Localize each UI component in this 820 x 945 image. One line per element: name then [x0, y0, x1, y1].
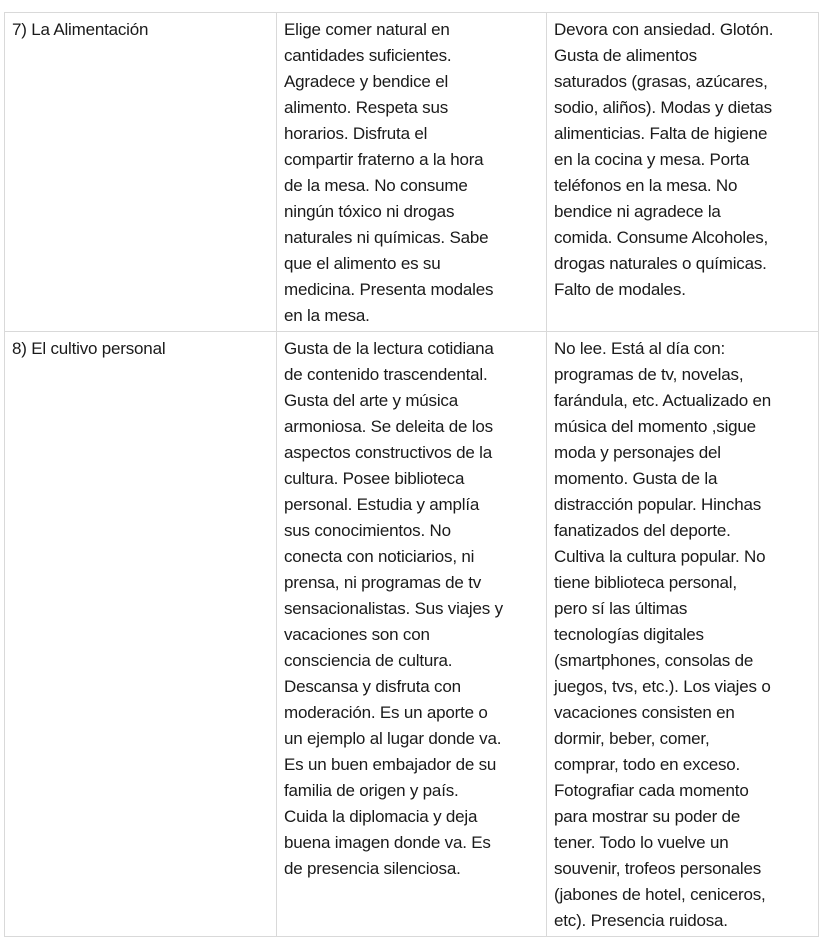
cell-text-line: medicina. Presenta modales: [284, 280, 494, 299]
cell-text-line: sodio, aliños). Modas y dietas: [554, 98, 772, 117]
positive-cell: [277, 13, 547, 332]
cell-text-line: Cuida la diplomacia y deja: [284, 807, 478, 826]
cell-text-line: programas de tv, novelas,: [554, 365, 744, 384]
topic-cell: [5, 332, 277, 937]
cell-text-line: pero sí las últimas: [554, 599, 688, 618]
cell-text-line: farándula, etc. Actualizado en: [554, 391, 772, 410]
cell-text-line: distracción popular. Hinchas: [554, 495, 762, 514]
cell-text-line: Gusta de alimentos: [554, 46, 697, 65]
cell-text-line: de presencia silenciosa.: [284, 859, 461, 878]
positive-cell: [277, 332, 547, 937]
cell-text-line: Agradece y bendice el: [284, 72, 449, 91]
cell-text-line: de contenido trascendental.: [284, 365, 488, 384]
cell-text-line: Devora con ansiedad. Glotón.: [554, 20, 774, 39]
cell-text-line: Es un buen embajador de su: [284, 755, 497, 774]
table-row: [5, 13, 819, 332]
cell-text-line: Falto de modales.: [554, 280, 686, 299]
topic-label: 8) El cultivo personal: [12, 339, 166, 358]
cell-text-line: dormir, beber, comer,: [554, 729, 710, 748]
cell-text-line: vacaciones son con: [284, 625, 430, 644]
cell-text-line: horarios. Disfruta el: [284, 124, 428, 143]
cell-text-line: sus conocimientos. No: [284, 521, 451, 540]
cell-text-line: tiene biblioteca personal,: [554, 573, 737, 592]
cell-text-line: personal. Estudia y amplía: [284, 495, 480, 514]
cell-text-line: armoniosa. Se deleita de los: [284, 417, 493, 436]
negative-cell: [547, 332, 819, 937]
cell-text-line: familia de origen y país.: [284, 781, 459, 800]
topic-label: 7) La Alimentación: [12, 20, 149, 39]
negative-cell: [547, 13, 819, 332]
cell-text-line: conecta con noticiarios, ni: [284, 547, 475, 566]
cell-text-line: tecnologías digitales: [554, 625, 704, 644]
cell-text-line: alimenticias. Falta de higiene: [554, 124, 768, 143]
cell-text-line: compartir fraterno a la hora: [284, 150, 484, 169]
table-row: [5, 332, 819, 937]
cell-text-line: Gusta del arte y música: [284, 391, 458, 410]
cell-text-line: cantidades suficientes.: [284, 46, 452, 65]
cell-text-line: vacaciones consisten en: [554, 703, 735, 722]
cell-text-line: (jabones de hotel, ceniceros,: [554, 885, 766, 904]
cell-text-line: Fotografiar cada momento: [554, 781, 749, 800]
cell-text-line: Cultiva la cultura popular. No: [554, 547, 766, 566]
cell-text-line: en la cocina y mesa. Porta: [554, 150, 750, 169]
cell-text-line: teléfonos en la mesa. No: [554, 176, 738, 195]
cell-text-line: comida. Consume Alcoholes,: [554, 228, 769, 247]
cell-text-line: etc). Presencia ruidosa.: [554, 911, 728, 930]
cell-text-line: comprar, todo en exceso.: [554, 755, 741, 774]
cell-text-line: prensa, ni programas de tv: [284, 573, 482, 592]
cell-text-line: saturados (grasas, azúcares,: [554, 72, 768, 91]
cell-text-line: Gusta de la lectura cotidiana: [284, 339, 494, 358]
cell-text-line: ningún tóxico ni drogas: [284, 202, 455, 221]
cell-text-line: para mostrar su poder de: [554, 807, 741, 826]
cell-text-line: drogas naturales o químicas.: [554, 254, 767, 273]
cell-text-line: consciencia de cultura.: [284, 651, 453, 670]
cell-text-line: (smartphones, consolas de: [554, 651, 754, 670]
cell-text-line: Elige comer natural en: [284, 20, 450, 39]
cell-text-line: moda y personajes del: [554, 443, 721, 462]
cell-text-line: Descansa y disfruta con: [284, 677, 461, 696]
cell-text-line: momento. Gusta de la: [554, 469, 718, 488]
cell-text-line: música del momento ,sigue: [554, 417, 756, 436]
cell-text-line: tener. Todo lo vuelve un: [554, 833, 729, 852]
cell-text-line: moderación. Es un aporte o: [284, 703, 488, 722]
comparison-table: [4, 12, 819, 937]
cell-text-line: souvenir, trofeos personales: [554, 859, 762, 878]
cell-text-line: sensacionalistas. Sus viajes y: [284, 599, 503, 618]
cell-text-line: en la mesa.: [284, 306, 370, 325]
cell-text-line: que el alimento es su: [284, 254, 441, 273]
cell-text-line: buena imagen donde va. Es: [284, 833, 491, 852]
cell-text-line: fanatizados del deporte.: [554, 521, 731, 540]
cell-text-line: alimento. Respeta sus: [284, 98, 448, 117]
cell-text-line: un ejemplo al lugar donde va.: [284, 729, 502, 748]
topic-cell: [5, 13, 277, 332]
cell-text-line: de la mesa. No consume: [284, 176, 468, 195]
cell-text-line: juegos, tvs, etc.). Los viajes o: [554, 677, 771, 696]
cell-text-line: aspectos constructivos de la: [284, 443, 492, 462]
cell-text-line: naturales ni químicas. Sabe: [284, 228, 489, 247]
cell-text-line: cultura. Posee biblioteca: [284, 469, 465, 488]
cell-text-line: No lee. Está al día con:: [554, 339, 725, 358]
cell-text-line: bendice ni agradece la: [554, 202, 721, 221]
